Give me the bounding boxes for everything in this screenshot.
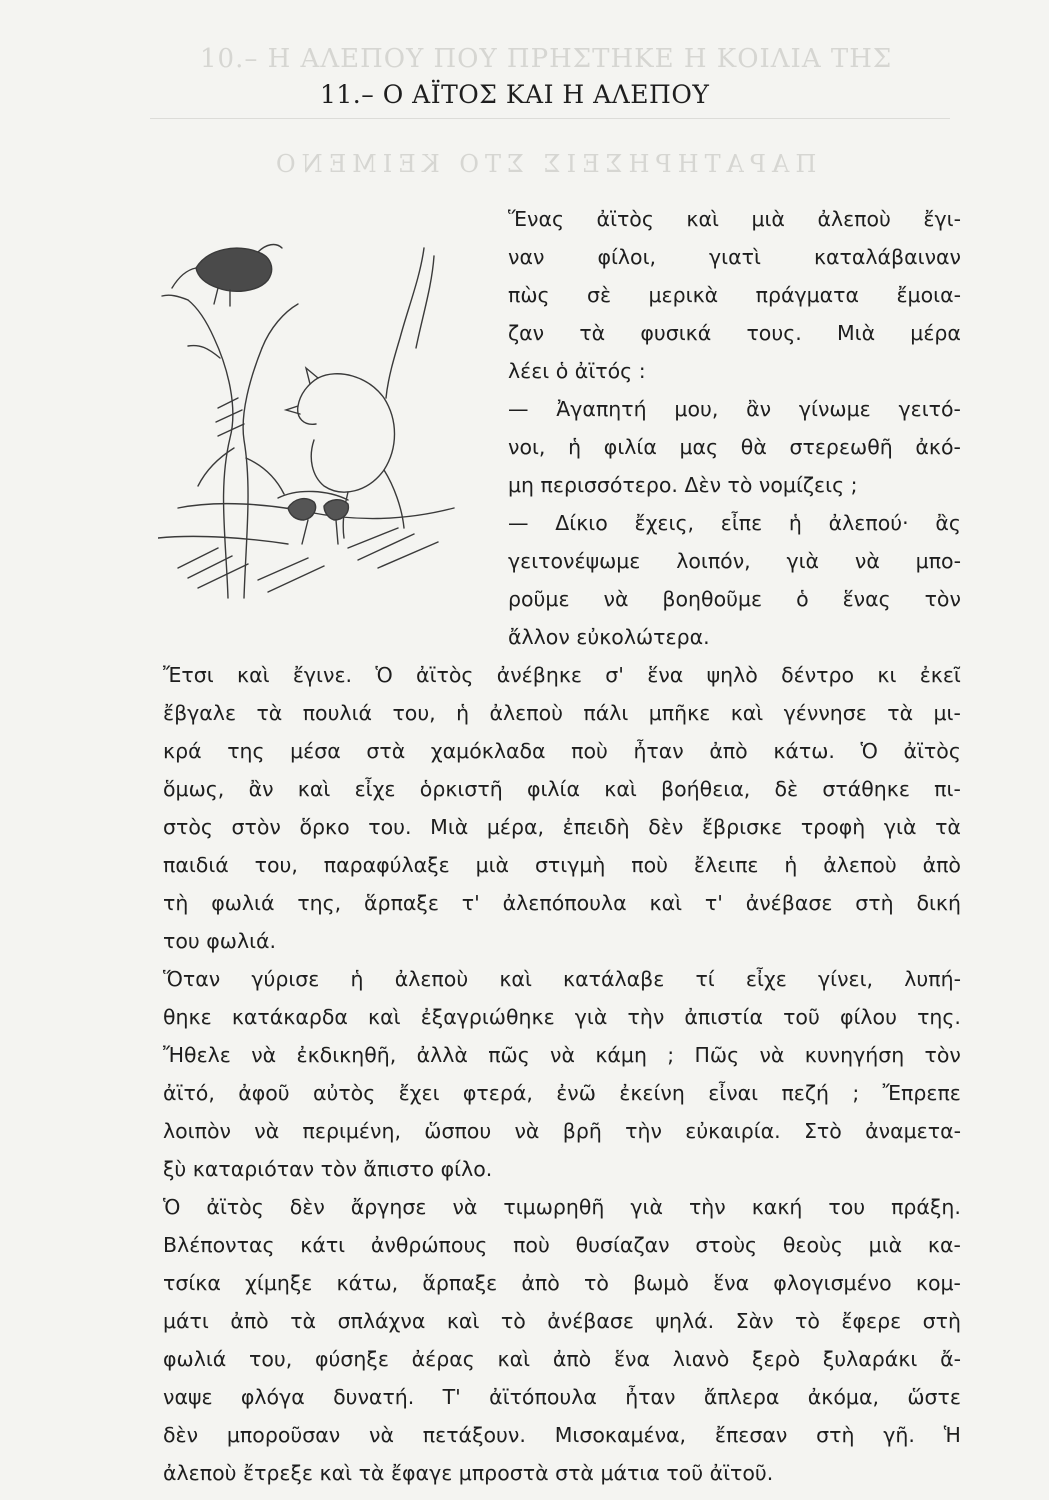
text-line: Ἤθελε νὰ ἐκδικηθῆ, ἀλλὰ πῶς νὰ κάμη ; Πῶς νὰ κυνηγήση τὸν bbox=[163, 1043, 961, 1067]
text-line: τσίκα χίμηξε κάτω, ἅρπαξε ἀπὸ τὸ βωμὸ ἕνα φλογισμένο κομ- bbox=[163, 1271, 961, 1295]
paragraph-5 bbox=[163, 960, 961, 1188]
text-line: λέει ὁ ἀϊτός : bbox=[508, 359, 646, 383]
bleed-through-heading: ΠΑΡΑΤΗΡΗΣΕΙΣ ΣΤΟ ΚΕΙΜΕΝΟ bbox=[270, 150, 817, 178]
text-line: ναν φίλοι, γιατὶ καταλάβαιναν bbox=[508, 245, 961, 269]
text-line: ὅμως, ἂν καὶ εἶχε ὁρκιστῆ φιλία καὶ βοήθεια, δὲ στάθηκε πι- bbox=[163, 777, 961, 801]
paragraph-4 bbox=[163, 656, 961, 960]
text-line: μάτι ἀπὸ τὰ σπλάχνα καὶ τὸ ἀνέβασε ψηλά. Σὰν τὸ ἔφερε στὴ bbox=[163, 1309, 961, 1333]
text-line: ξὺ καταριόταν τὸν ἄπιστο φίλο. bbox=[163, 1157, 493, 1181]
text-line: γειτονέψωμε λοιπόν, γιὰ νὰ μπο- bbox=[508, 549, 961, 573]
text-line: του φωλιά. bbox=[163, 929, 277, 953]
text-line: λοιπὸν νὰ περιμένη, ὥσπου νὰ βρῆ τὴν εὐκαιρία. Στὸ ἀναμετα- bbox=[163, 1119, 961, 1143]
text-line: — Ἀγαπητή μου, ἂν γίνωμε γειτό- bbox=[508, 397, 961, 421]
text-line: τὴ φωλιά της, ἅρπαξε τ' ἀλεπόπουλα καὶ τ' ἀνέβασε στὴ δική bbox=[163, 891, 961, 915]
text-line: μη περισσότερο. Δὲν τὸ νομίζεις ; bbox=[508, 473, 858, 497]
paragraph-2 bbox=[508, 390, 961, 504]
text-line: στὸς στὸν ὅρκο του. Μιὰ μέρα, ἐπειδὴ δὲν ἔβρισκε τροφὴ γιὰ τὰ bbox=[163, 815, 961, 839]
bleed-through-text: 10.– Η ΑΛΕΠΟΥ ΠΟΥ ΠΡΗΣΤΗΚΕ Η ΚΟΙΛΙΑ ΤΗΣ bbox=[200, 44, 893, 74]
paragraph-3 bbox=[508, 504, 961, 656]
text-line: δὲν μποροῦσαν νὰ πετάξουν. Μισοκαμένα, ἔπεσαν στὴ γῆ. Ἡ bbox=[163, 1423, 961, 1447]
text-line: ναψε φλόγα δυνατή. Τ' ἀϊτόπουλα ἦταν ἄπλερα ἀκόμα, ὥστε bbox=[163, 1385, 961, 1409]
text-line: ἀϊτό, ἀφοῦ αὐτὸς ἔχει φτερά, ἐνῶ ἐκείνη εἶναι πεζή ; Ἔπρεπε bbox=[163, 1081, 961, 1105]
text-line: Ἕνας ἀϊτὸς καὶ μιὰ ἀλεποὺ ἔγι- bbox=[508, 207, 961, 231]
story-text bbox=[163, 200, 961, 1492]
text-line: Βλέποντας κάτι ἀνθρώπους ποὺ θυσίαζαν στοὺς θεοὺς μιὰ κα- bbox=[163, 1233, 961, 1257]
paragraph-1 bbox=[508, 200, 961, 390]
text-line: νοι, ἡ φιλία μας θὰ στερεωθῆ ἀκό- bbox=[508, 435, 961, 459]
text-line: φωλιά του, φύσηξε ἀέρας καὶ ἀπὸ ἕνα λιανὸ ξερὸ ξυλαράκι ἄ- bbox=[163, 1347, 961, 1371]
text-line: παιδιά του, παραφύλαξε μιὰ στιγμὴ ποὺ ἔλειπε ἡ ἀλεποὺ ἀπὸ bbox=[163, 853, 961, 877]
text-line: ἄλλον εὐκολώτερα. bbox=[508, 625, 710, 649]
text-line: ροῦμε νὰ βοηθοῦμε ὁ ἕνας τὸν bbox=[508, 587, 961, 611]
page-title: 11.– Ο ΑΪΤΟΣ ΚΑΙ Η ΑΛΕΠΟΥ bbox=[320, 80, 710, 109]
text-line: πὼς σὲ μερικὰ πράγματα ἔμοια- bbox=[508, 283, 961, 307]
text-line: Ὁ ἀϊτὸς δὲν ἄργησε νὰ τιμωρηθῆ γιὰ τὴν κακή του πράξη. bbox=[163, 1195, 961, 1219]
text-line: θηκε κατάκαρδα καὶ ἐξαγριώθηκε γιὰ τὴν ἀπιστία τοῦ φίλου της. bbox=[163, 1005, 961, 1029]
text-line: Ὅταν γύρισε ἡ ἀλεποὺ καὶ κατάλαβε τί εἶχε γίνει, λυπή- bbox=[163, 967, 961, 991]
text-line: ζαν τὰ φυσικά τους. Μιὰ μέρα bbox=[508, 321, 961, 345]
text-line: κρά της μέσα στὰ χαμόκλαδα ποὺ ἦταν ἀπὸ κάτω. Ὁ ἀϊτὸς bbox=[163, 739, 961, 763]
bleed-through-rule bbox=[150, 118, 950, 119]
text-line: ἔβγαλε τὰ πουλιά του, ἡ ἀλεποὺ πάλι μπῆκε καὶ γέννησε τὰ μι- bbox=[163, 701, 961, 725]
text-line: ἀλεποὺ ἔτρεξε καὶ τὰ ἔφαγε μπροστὰ στὰ μάτια τοῦ ἀϊτοῦ. bbox=[163, 1461, 774, 1485]
paragraph-6 bbox=[163, 1188, 961, 1492]
text-line: Ἔτσι καὶ ἔγινε. Ὁ ἀϊτὸς ἀνέβηκε σ' ἕνα ψηλὸ δέντρο κι ἐκεῖ bbox=[163, 663, 961, 687]
text-line: — Δίκιο ἔχεις, εἶπε ἡ ἀλεπού· ἂς bbox=[508, 511, 961, 535]
